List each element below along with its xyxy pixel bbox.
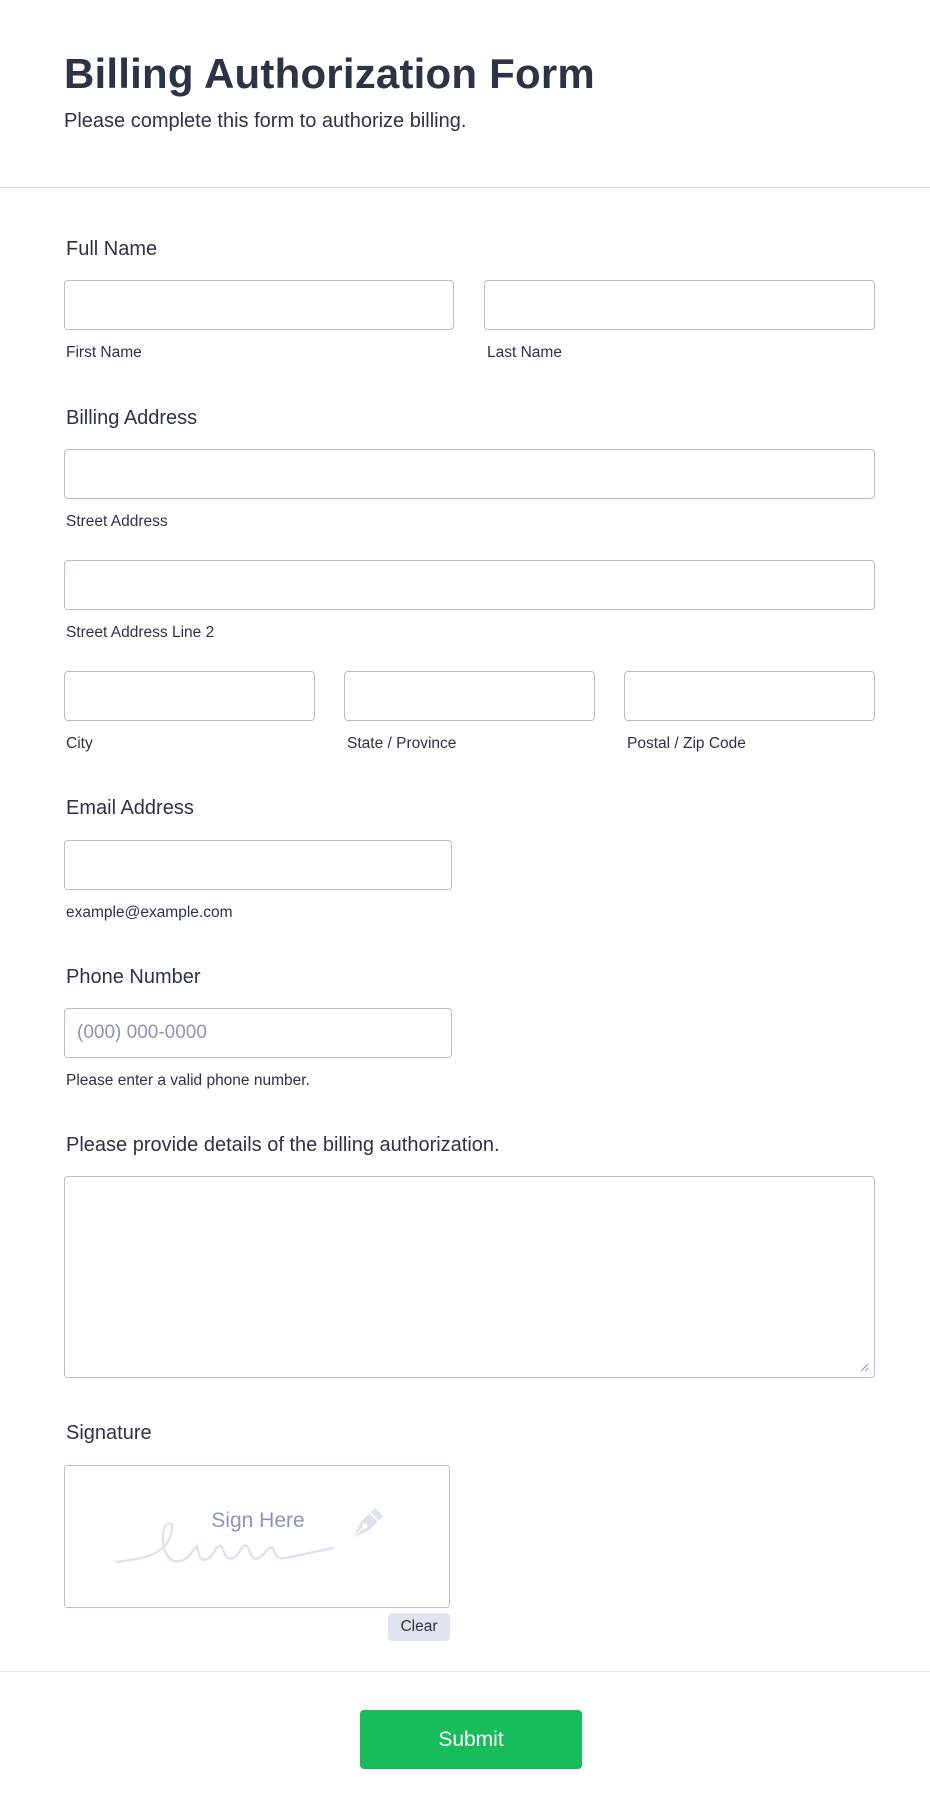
state-province-sublabel: State / Province	[347, 735, 457, 752]
email-label: Email Address	[66, 797, 194, 819]
street-address-input[interactable]	[64, 449, 875, 499]
state-province-input[interactable]	[344, 671, 595, 721]
phone-label: Phone Number	[66, 966, 201, 988]
signature-label: Signature	[66, 1422, 152, 1444]
footer-divider	[0, 1671, 930, 1672]
postal-code-sublabel: Postal / Zip Code	[627, 735, 746, 752]
clear-signature-button[interactable]: Clear	[388, 1613, 450, 1641]
form-header	[0, 0, 930, 188]
details-label: Please provide details of the billing authorization.	[66, 1134, 500, 1156]
city-sublabel: City	[66, 735, 93, 752]
street-address-line2-sublabel: Street Address Line 2	[66, 624, 215, 641]
last-name-sublabel: Last Name	[487, 344, 562, 361]
form-subtitle: Please complete this form to authorize billing.	[64, 110, 467, 132]
phone-sublabel: Please enter a valid phone number.	[66, 1072, 310, 1089]
phone-input[interactable]	[64, 1008, 452, 1058]
pen-nib-icon	[345, 1506, 385, 1546]
full-name-label: Full Name	[66, 238, 158, 260]
postal-code-input[interactable]	[624, 671, 875, 721]
city-input[interactable]	[64, 671, 315, 721]
form-title: Billing Authorization Form	[64, 50, 595, 97]
email-input[interactable]	[64, 840, 452, 890]
last-name-input[interactable]	[484, 280, 875, 330]
first-name-sublabel: First Name	[66, 344, 142, 361]
billing-address-label: Billing Address	[66, 407, 198, 429]
submit-button[interactable]: Submit	[360, 1710, 582, 1769]
first-name-input[interactable]	[64, 280, 454, 330]
resize-grip-icon[interactable]	[859, 1362, 869, 1372]
details-textarea[interactable]	[64, 1176, 875, 1378]
sign-here-placeholder: Sign Here	[211, 1509, 305, 1532]
signature-scribble	[65, 1466, 451, 1609]
signature-pad[interactable]	[64, 1465, 450, 1608]
street-address-sublabel: Street Address	[66, 513, 168, 530]
email-sublabel: example@example.com	[66, 904, 233, 921]
street-address-line2-input[interactable]	[64, 560, 875, 610]
